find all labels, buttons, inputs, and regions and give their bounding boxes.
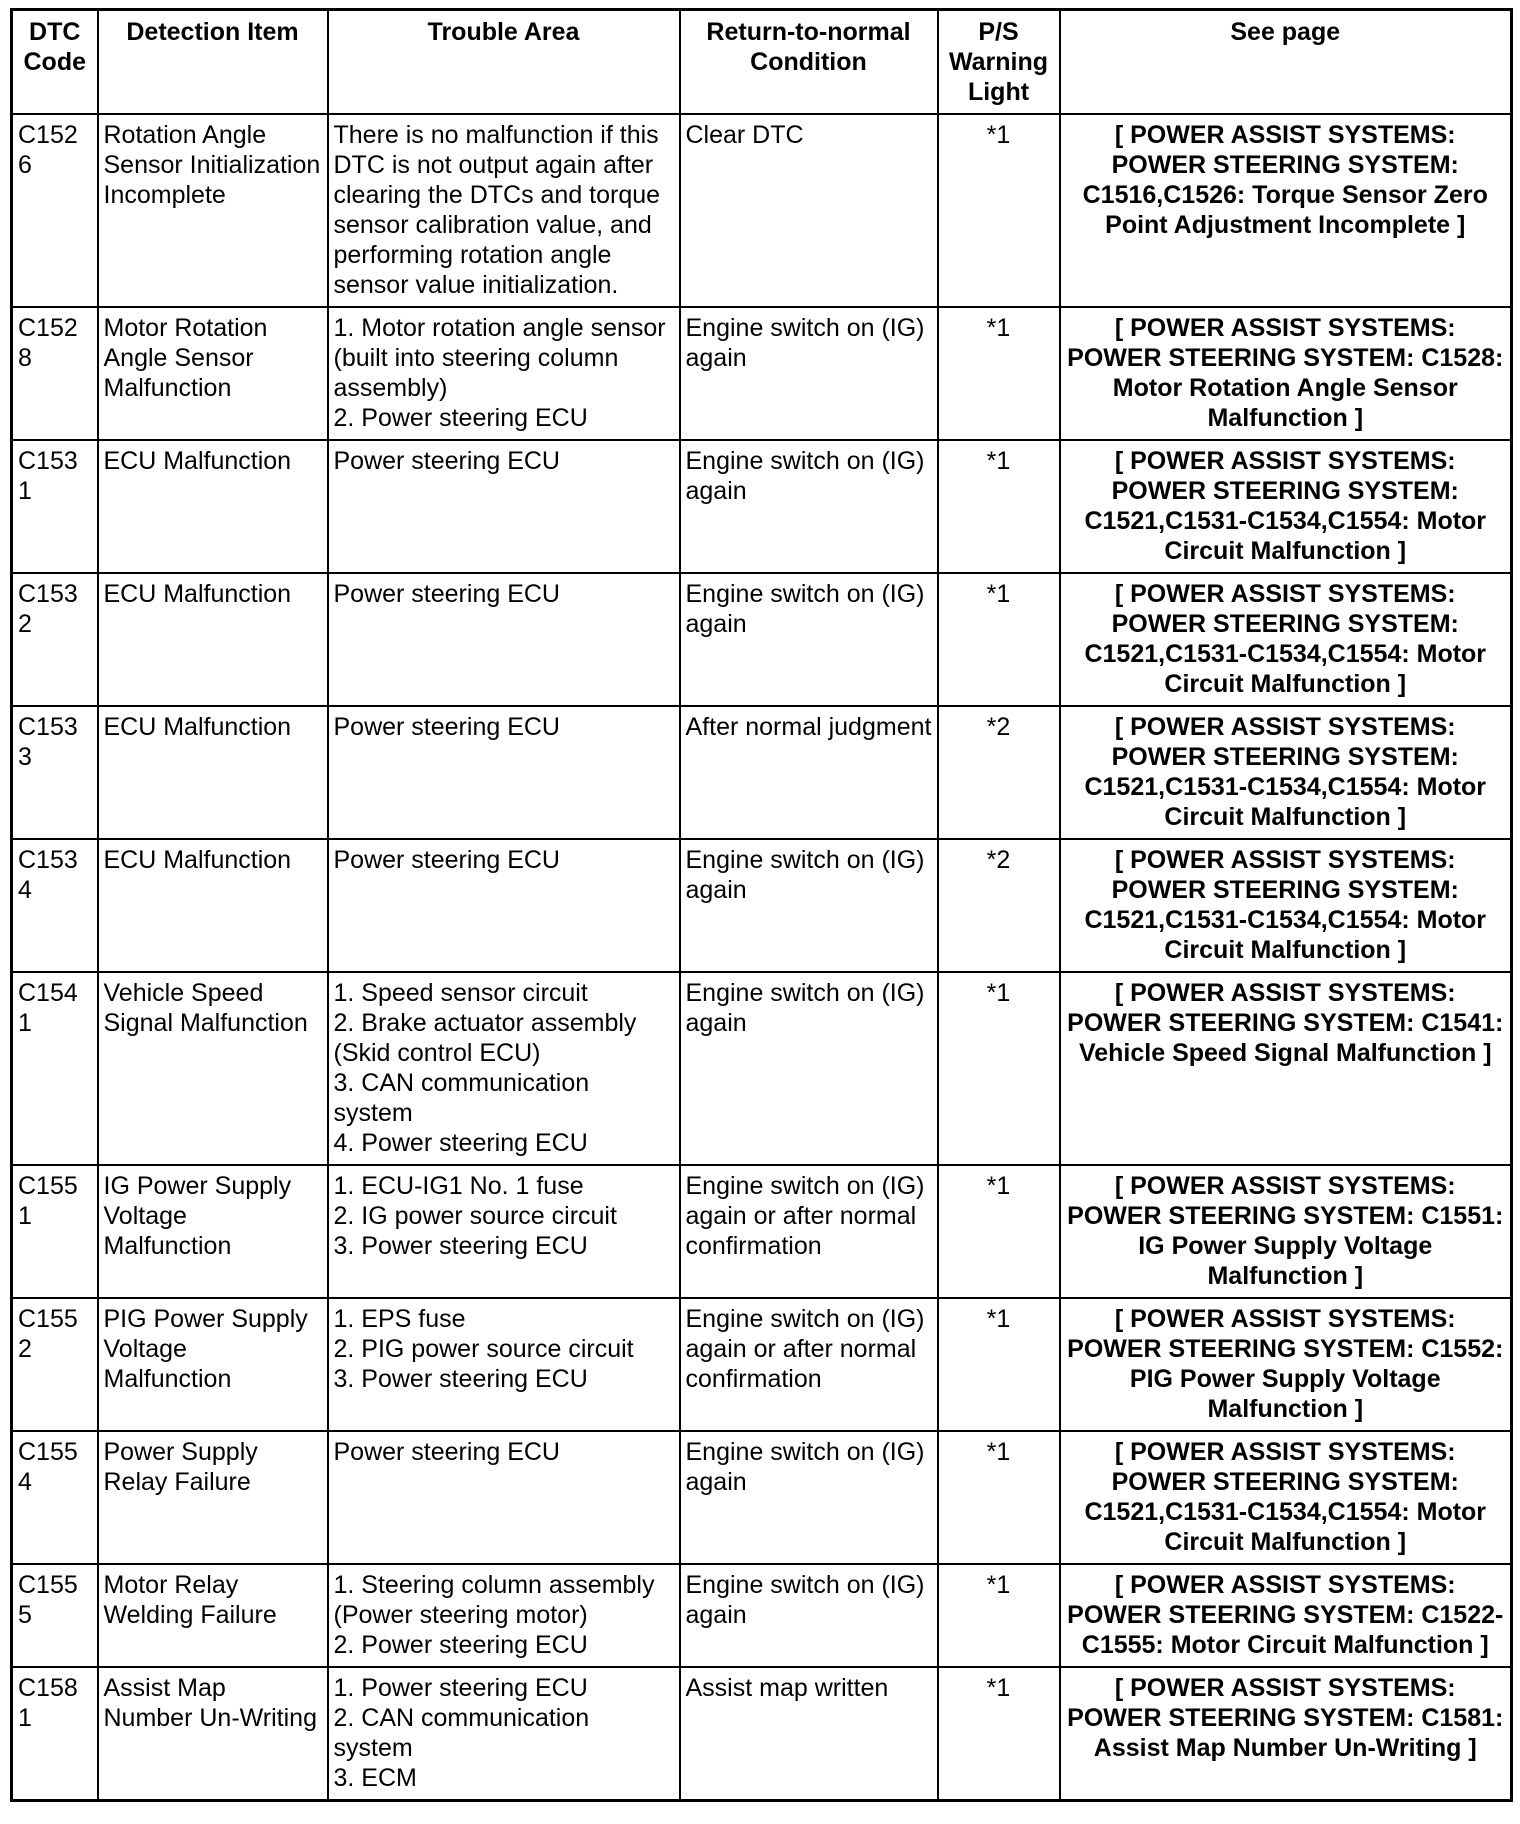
table-row [12,1431,1512,1564]
cell-dtc-code: C1554 [12,1431,98,1564]
cell-dtc-code: C1541 [12,972,98,1165]
header-dtc-code: DTC Code [12,10,98,115]
cell-warning-light: *1 [938,1667,1060,1801]
cell-return-condition: Engine switch on (IG) again or after normal confirmation [680,1165,938,1298]
cell-warning-light: *2 [938,839,1060,972]
cell-return-condition: Engine switch on (IG) again [680,573,938,706]
trouble-area-line: 1. Motor rotation angle sensor (built into steering column assembly) [333,314,666,402]
cell-return-condition: Engine switch on (IG) again [680,440,938,573]
table-row [12,1298,1512,1431]
cell-see-page: [ POWER ASSIST SYSTEMS: POWER STEERING SYSTEM: C1516,C1526: Torque Sensor Zero Point Adjustment Incomplete ] [1060,114,1512,307]
cell-warning-light: *1 [938,307,1060,440]
trouble-area-line: 1. Speed sensor circuit [333,979,588,1007]
trouble-area-line: 3. CAN communication system [333,1069,590,1127]
trouble-area-line: 2. CAN communication system [333,1704,590,1762]
header-row [12,10,1512,115]
trouble-area-line: 2. Power steering ECU [333,1631,588,1659]
cell-see-page: [ POWER ASSIST SYSTEMS: POWER STEERING SYSTEM: C1521,C1531-C1534,C1554: Motor Circuit Malfunction ] [1060,440,1512,573]
trouble-area-line: 2. Brake actuator assembly (Skid control ECU) [333,1009,637,1067]
cell-see-page: [ POWER ASSIST SYSTEMS: POWER STEERING SYSTEM: C1521,C1531-C1534,C1554: Motor Circuit Malfunction ] [1060,1431,1512,1564]
cell-return-condition: Clear DTC [680,114,938,307]
header-trouble-area: Trouble Area [328,10,680,115]
cell-return-condition: After normal judgment [680,706,938,839]
cell-trouble-area [328,307,680,440]
cell-dtc-code: C1555 [12,1564,98,1667]
header-return-condition: Return-to-normal Condition [680,10,938,115]
cell-detection-item: ECU Malfunction [98,573,328,706]
table-row [12,1564,1512,1667]
cell-warning-light: *1 [938,1431,1060,1564]
cell-trouble-area [328,1298,680,1431]
cell-return-condition: Engine switch on (IG) again [680,1431,938,1564]
dtc-table [10,8,1513,1802]
header-warning-light: P/S Warning Light [938,10,1060,115]
cell-dtc-code: C1581 [12,1667,98,1801]
cell-trouble-area [328,839,680,972]
cell-detection-item: ECU Malfunction [98,839,328,972]
cell-dtc-code: C1533 [12,706,98,839]
trouble-area-line: 2. IG power source circuit [333,1202,617,1230]
table-row [12,972,1512,1165]
cell-dtc-code: C1534 [12,839,98,972]
table-row [12,839,1512,972]
trouble-area-line: 3. Power steering ECU [333,1365,588,1393]
cell-detection-item: Assist Map Number Un-Writing [98,1667,328,1801]
cell-return-condition: Engine switch on (IG) again or after normal confirmation [680,1298,938,1431]
cell-warning-light: *1 [938,1564,1060,1667]
cell-dtc-code: C1531 [12,440,98,573]
cell-trouble-area [328,440,680,573]
cell-see-page: [ POWER ASSIST SYSTEMS: POWER STEERING SYSTEM: C1528: Motor Rotation Angle Sensor Malfunction ] [1060,307,1512,440]
cell-warning-light: *1 [938,1298,1060,1431]
cell-detection-item: ECU Malfunction [98,440,328,573]
trouble-area-line: There is no malfunction if this DTC is not output again after clearing the DTCs and torque sensor calibration value, and performing rotation angle sensor value initialization. [333,121,661,299]
cell-see-page: [ POWER ASSIST SYSTEMS: POWER STEERING SYSTEM: C1551: IG Power Supply Voltage Malfunction ] [1060,1165,1512,1298]
table-row [12,706,1512,839]
cell-warning-light: *1 [938,972,1060,1165]
trouble-area-line: 1. EPS fuse [333,1305,466,1333]
cell-return-condition: Assist map written [680,1667,938,1801]
trouble-area-line: 1. Power steering ECU [333,1674,588,1702]
table-row [12,307,1512,440]
cell-dtc-code: C1552 [12,1298,98,1431]
cell-detection-item: Rotation Angle Sensor Initialization Incomplete [98,114,328,307]
cell-detection-item: Vehicle Speed Signal Malfunction [98,972,328,1165]
trouble-area-line: Power steering ECU [333,447,560,475]
cell-detection-item: PIG Power Supply Voltage Malfunction [98,1298,328,1431]
cell-detection-item: Motor Relay Welding Failure [98,1564,328,1667]
cell-see-page: [ POWER ASSIST SYSTEMS: POWER STEERING SYSTEM: C1522-C1555: Motor Circuit Malfunction ] [1060,1564,1512,1667]
cell-dtc-code: C1528 [12,307,98,440]
cell-return-condition: Engine switch on (IG) again [680,1564,938,1667]
cell-trouble-area [328,972,680,1165]
cell-warning-light: *1 [938,573,1060,706]
trouble-area-line: 3. ECM [333,1764,417,1792]
cell-detection-item: IG Power Supply Voltage Malfunction [98,1165,328,1298]
cell-dtc-code: C1532 [12,573,98,706]
cell-detection-item: Power Supply Relay Failure [98,1431,328,1564]
table-row [12,114,1512,307]
trouble-area-line: Power steering ECU [333,846,560,874]
cell-trouble-area [328,1431,680,1564]
cell-see-page: [ POWER ASSIST SYSTEMS: POWER STEERING SYSTEM: C1552: PIG Power Supply Voltage Malfunction ] [1060,1298,1512,1431]
table-header [12,10,1512,115]
trouble-area-line: 1. ECU-IG1 No. 1 fuse [333,1172,584,1200]
cell-trouble-area [328,706,680,839]
cell-detection-item: ECU Malfunction [98,706,328,839]
cell-see-page: [ POWER ASSIST SYSTEMS: POWER STEERING SYSTEM: C1521,C1531-C1534,C1554: Motor Circuit Malfunction ] [1060,706,1512,839]
cell-trouble-area [328,114,680,307]
trouble-area-line: 1. Steering column assembly (Power steering motor) [333,1571,655,1629]
trouble-area-line: 2. PIG power source circuit [333,1335,634,1363]
cell-see-page: [ POWER ASSIST SYSTEMS: POWER STEERING SYSTEM: C1521,C1531-C1534,C1554: Motor Circuit Malfunction ] [1060,839,1512,972]
cell-trouble-area [328,1667,680,1801]
header-see-page: See page [1060,10,1512,115]
table-row [12,1667,1512,1801]
trouble-area-line: 4. Power steering ECU [333,1129,588,1157]
trouble-area-line: 3. Power steering ECU [333,1232,588,1260]
cell-trouble-area [328,1165,680,1298]
table-row [12,1165,1512,1298]
trouble-area-line: Power steering ECU [333,580,560,608]
cell-trouble-area [328,573,680,706]
dtc-table-wrapper [10,8,1510,1802]
table-row [12,440,1512,573]
cell-see-page: [ POWER ASSIST SYSTEMS: POWER STEERING SYSTEM: C1521,C1531-C1534,C1554: Motor Circuit Malfunction ] [1060,573,1512,706]
table-row [12,573,1512,706]
trouble-area-line: Power steering ECU [333,1438,560,1466]
cell-warning-light: *1 [938,114,1060,307]
cell-dtc-code: C1526 [12,114,98,307]
cell-return-condition: Engine switch on (IG) again [680,972,938,1165]
cell-trouble-area [328,1564,680,1667]
cell-dtc-code: C1551 [12,1165,98,1298]
cell-warning-light: *1 [938,1165,1060,1298]
cell-return-condition: Engine switch on (IG) again [680,307,938,440]
cell-see-page: [ POWER ASSIST SYSTEMS: POWER STEERING SYSTEM: C1541: Vehicle Speed Signal Malfunction ] [1060,972,1512,1165]
cell-warning-light: *1 [938,440,1060,573]
trouble-area-line: Power steering ECU [333,713,560,741]
cell-detection-item: Motor Rotation Angle Sensor Malfunction [98,307,328,440]
trouble-area-line: 2. Power steering ECU [333,404,588,432]
cell-warning-light: *2 [938,706,1060,839]
cell-see-page: [ POWER ASSIST SYSTEMS: POWER STEERING SYSTEM: C1581: Assist Map Number Un-Writing ] [1060,1667,1512,1801]
table-body [12,114,1512,1801]
header-detection-item: Detection Item [98,10,328,115]
cell-return-condition: Engine switch on (IG) again [680,839,938,972]
